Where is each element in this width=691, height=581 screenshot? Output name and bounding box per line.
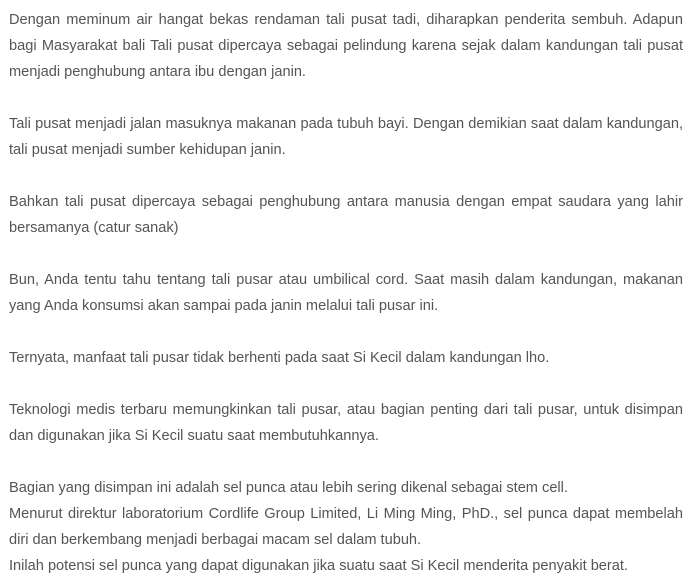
paragraph-stem-cell: Bagian yang disimpan ini adalah sel punca atau lebih sering dikenal sebagai stem cell. [9,480,568,496]
paragraph-teknologi-medis: Teknologi medis terbaru memungkinkan tali pusar, atau bagian penting dari tali pusar, untuk disimpan dan digunakan jika Si Kecil suatu saat membutuhkannya. [9,402,683,444]
article-body [9,7,683,579]
paragraph-jalan-makanan: Tali pusat menjadi jalan masuknya makanan pada tubuh bayi. Dengan demikian saat dalam kandungan, tali pusat menjadi sumber kehidupan janin. [9,116,683,158]
paragraph-rendaman-tali-pusat: Dengan meminum air hangat bekas rendaman tali pusat tadi, diharapkan penderita sembuh. Adapun bagi Masyarakat bali Tali pusat dipercaya sebagai pelindung karena sejak dalam kandungan tali pusat menjadi penghubung antara ibu dengan janin. [9,12,683,80]
paragraph-manfaat-tali-pusar: Ternyata, manfaat tali pusar tidak berhenti pada saat Si Kecil dalam kandungan lho. [9,350,550,366]
paragraph-potensi-sel-punca: Inilah potensi sel punca yang dapat digunakan jika suatu saat Si Kecil menderita penyakit berat. [9,558,629,574]
paragraph-cordlife-direktur: Menurut direktur laboratorium Cordlife Group Limited, Li Ming Ming, PhD., sel punca dapat membelah diri dan berkembang menjadi berbagai macam sel dalam tubuh. [9,506,683,548]
paragraph-umbilical-cord: Bun, Anda tentu tahu tentang tali pusar atau umbilical cord. Saat masih dalam kandungan, makanan yang Anda konsumsi akan sampai pada janin melalui tali pusar ini. [9,272,683,314]
paragraph-catur-sanak: Bahkan tali pusat dipercaya sebagai penghubung antara manusia dengan empat saudara yang lahir bersamanya (catur sanak) [9,194,683,236]
